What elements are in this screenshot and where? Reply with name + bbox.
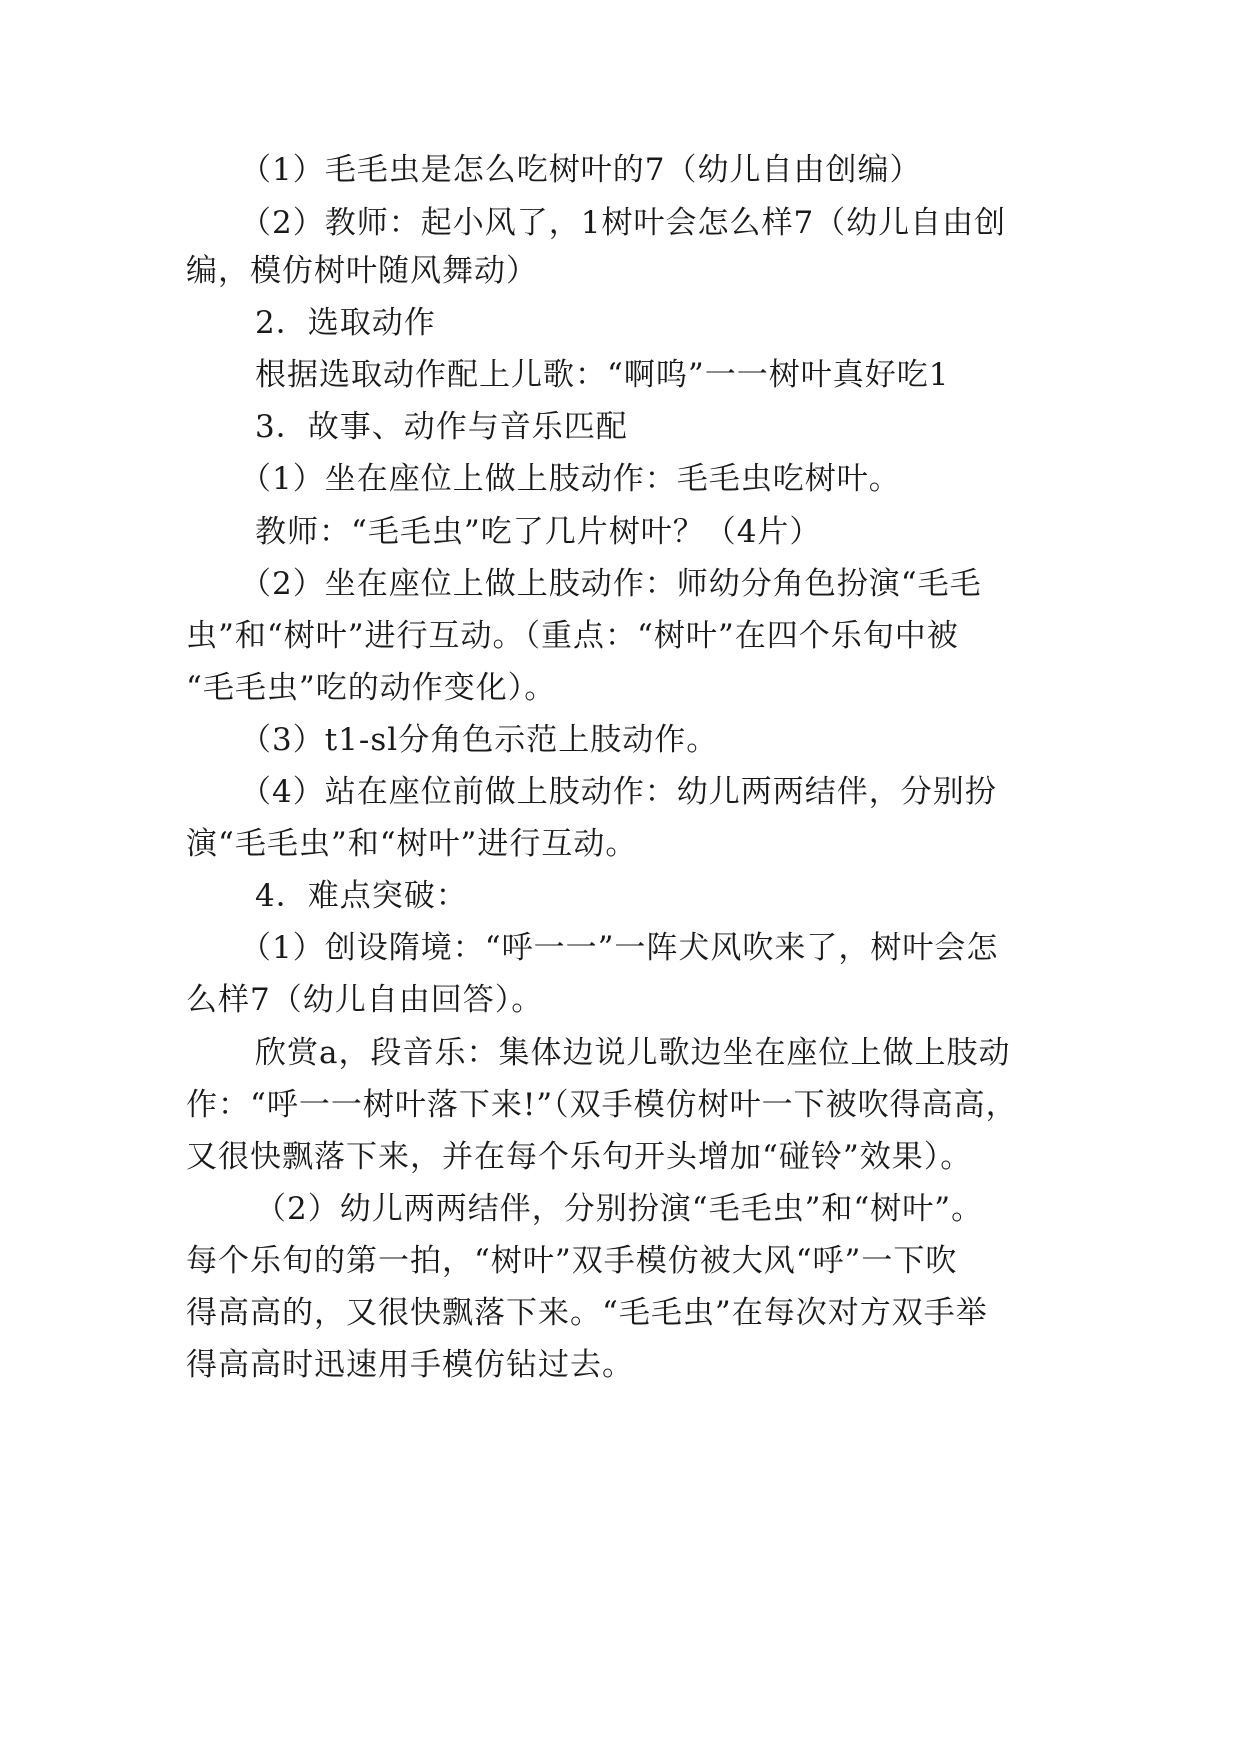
text-line: 3．故事、动作与音乐匹配 — [255, 409, 628, 445]
text-line: （1）毛毛虫是怎么吃树叶的7（幼儿自由创编） — [240, 152, 922, 188]
text-line: （1）创设隋境：“呼一一”一阵犬风吹来了，树叶会怎 — [240, 930, 999, 966]
text-line: 教师：“毛毛虫”吃了几片树叶？（4片） — [255, 514, 822, 550]
text-line: 得高高的，又很快飘落下来。“毛毛虫”在每次对方双手举 — [186, 1295, 988, 1331]
text-line: 么样7（幼儿自由回答）。 — [186, 982, 544, 1018]
text-line: 虫”和“树叶”进行互动。（重点：“树叶”在四个乐旬中被 — [186, 618, 959, 654]
text-line: （3）t1-sl分角色示范上肢动作。 — [240, 722, 719, 758]
text-line: 每个乐旬的第一拍，“树叶”双手模仿被大风“呼”一下吹 — [186, 1243, 958, 1279]
text-line: 演“毛毛虫”和“树叶”进行互动。 — [186, 826, 638, 862]
text-line: 4．难点突破： — [255, 878, 468, 914]
text-line: 又很快飘落下来，并在每个乐句开头增加“碰铃”效果）。 — [186, 1139, 973, 1175]
text-line: 欣赏a，段音乐：集体边说儿歌边坐在座位上做上肢动 — [255, 1035, 1011, 1071]
text-line: 2．选取动作 — [255, 305, 436, 341]
text-line: （2）教师：起小风了，1树叶会怎么样7（幼儿自由创 — [240, 205, 1007, 241]
text-line: （4）站在座位前做上肢动作：幼儿两两结伴，分别扮 — [240, 774, 997, 810]
text-line: “毛毛虫”吃的动作变化）。 — [186, 670, 557, 706]
text-line: 编，模仿树叶随风舞动） — [186, 253, 538, 289]
text-line: 作：“呼一一树叶落下来!”（双手模仿树叶一下被吹得高高， — [186, 1087, 1018, 1123]
text-line: （2）坐在座位上做上肢动作：师幼分角色扮演“毛毛 — [240, 566, 982, 602]
text-line: 得高高时迅速用手模仿钻过去。 — [186, 1347, 634, 1383]
text-line: 根据选取动作配上儿歌：“啊呜”一一树叶真好吃1 — [255, 357, 950, 393]
text-line: （2）幼儿两两结伴，分别扮演“毛毛虫”和“树叶”。 — [255, 1191, 984, 1227]
text-line: （1）坐在座位上做上肢动作：毛毛虫吃树叶。 — [240, 461, 901, 497]
